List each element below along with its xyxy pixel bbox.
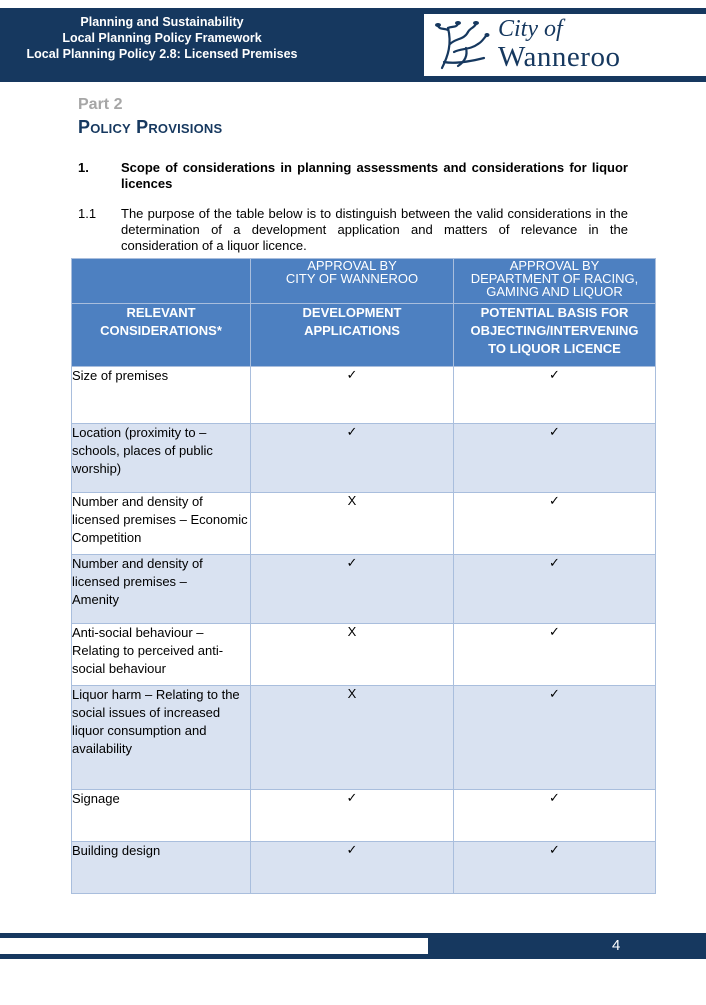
consideration-cell: Building design [72, 842, 251, 894]
consideration-cell: Number and density of licensed premises – Amenity [72, 555, 251, 624]
table-row [72, 424, 656, 493]
table-row [72, 367, 656, 424]
table-approval-row [72, 259, 656, 304]
page-number: 4 [612, 937, 621, 954]
footer-bar [0, 938, 428, 954]
table-row [72, 686, 656, 790]
development-cell: ✓ [251, 555, 454, 624]
header-line: Local Planning Policy Framework [62, 31, 262, 45]
header-line: Planning and Sustainability [80, 15, 244, 29]
liquor-cell: ✓ [454, 842, 656, 894]
column-header: POTENTIAL BASIS FOR OBJECTING/INTERVENING TO LIQUOR LICENCE [454, 304, 656, 367]
development-cell: X [251, 493, 454, 555]
liquor-cell: ✓ [454, 493, 656, 555]
logo-line2: Wanneroo [498, 41, 621, 73]
header-line: Local Planning Policy 2.8: Licensed Premises [26, 47, 298, 61]
city-logo [424, 14, 706, 76]
paragraph-text: Scope of considerations in planning assessments and considerations for liquor licences [121, 160, 628, 191]
liquor-cell: ✓ [454, 555, 656, 624]
liquor-cell: ✓ [454, 624, 656, 686]
liquor-cell: ✓ [454, 790, 656, 842]
development-cell: ✓ [251, 424, 454, 493]
table-row [72, 493, 656, 555]
table-top-header: APPROVAL BY DEPARTMENT OF RACING, GAMING AND LIQUOR [454, 259, 656, 304]
consideration-cell: Number and density of licensed premises – Economic Competition [72, 493, 251, 555]
numbered-heading [78, 160, 628, 192]
consideration-cell: Signage [72, 790, 251, 842]
logo-wordmark [498, 16, 620, 72]
liquor-cell: ✓ [454, 686, 656, 790]
table-header-row [72, 304, 656, 367]
table-row [72, 842, 656, 894]
liquor-cell: ✓ [454, 424, 656, 493]
paragraph-number: 1. [78, 160, 89, 175]
column-header: RELEVANT CONSIDERATIONS* [72, 304, 251, 367]
consideration-cell: Liquor harm – Relating to the social issues of increased liquor consumption and availability [72, 686, 251, 790]
consideration-cell: Location (proximity to – schools, places of public worship) [72, 424, 251, 493]
development-cell: ✓ [251, 790, 454, 842]
development-cell: X [251, 624, 454, 686]
paragraph-text: The purpose of the table below is to distinguish between the valid considerations in the determination of a development application and matters of relevance in the consideration of a liquor licence. [121, 206, 628, 253]
logo-line1: City of [498, 16, 563, 42]
table-top-header [72, 259, 251, 304]
document-header [0, 14, 324, 62]
table-row [72, 790, 656, 842]
liquor-cell: ✓ [454, 367, 656, 424]
development-cell: ✓ [251, 367, 454, 424]
considerations-table [71, 258, 656, 894]
consideration-cell: Size of premises [72, 367, 251, 424]
development-cell: ✓ [251, 842, 454, 894]
numbered-paragraph [78, 206, 628, 254]
kangaroo-paw-icon [434, 18, 490, 72]
table-row [72, 555, 656, 624]
consideration-cell: Anti-social behaviour – Relating to perceived anti-social behaviour [72, 624, 251, 686]
column-header: DEVELOPMENT APPLICATIONS [251, 304, 454, 367]
paragraph-number: 1.1 [78, 206, 97, 221]
table-row [72, 624, 656, 686]
part-label: Part 2 [78, 96, 123, 113]
table-top-header: APPROVAL BY CITY OF WANNEROO [251, 259, 454, 304]
development-cell: X [251, 686, 454, 790]
section-title: Policy Provisions [78, 117, 223, 137]
